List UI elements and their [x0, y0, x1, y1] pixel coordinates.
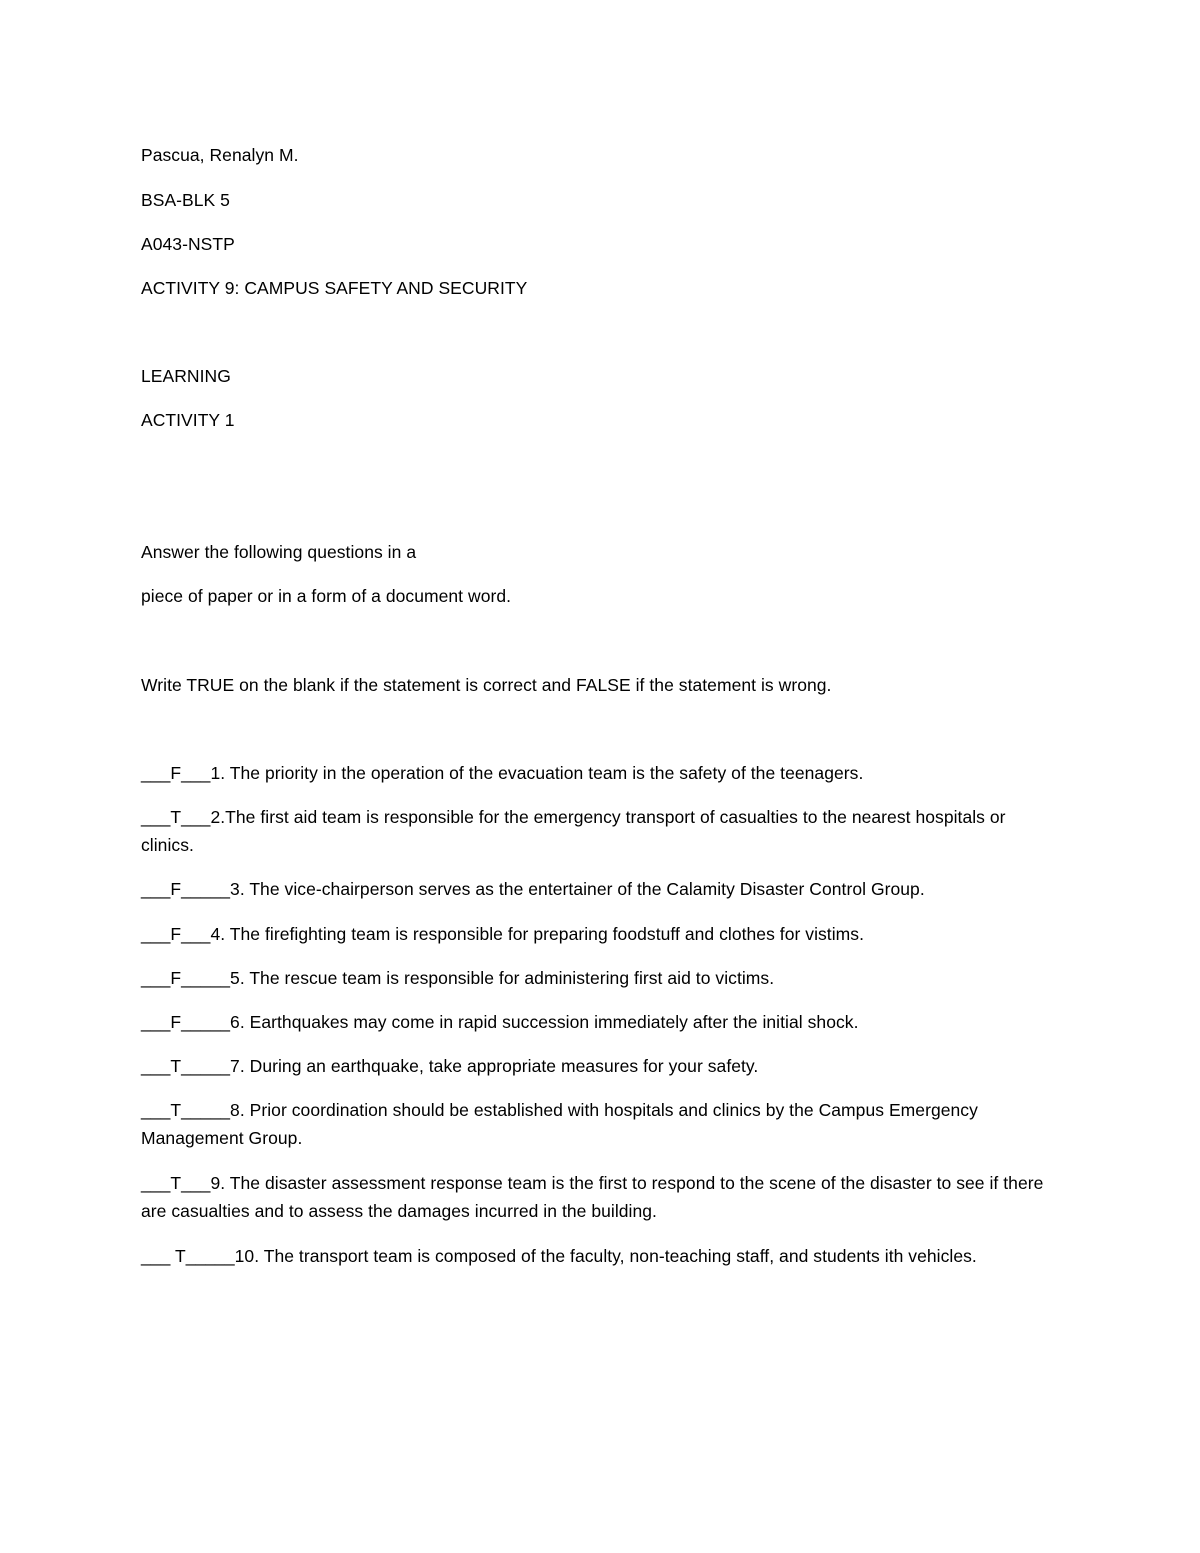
answer-blank-prefix: ___ [141, 968, 171, 988]
instruction-line-2: piece of paper or in a form of a document word. [141, 586, 512, 606]
answer-blank-prefix: ___ [141, 763, 171, 783]
question-item [141, 759, 863, 787]
question-item [141, 875, 925, 903]
question-text: 4. The firefighting team is responsible for preparing foodstuff and clothes for vistims. [210, 924, 864, 944]
answer-blank-prefix: ___ [141, 1056, 171, 1076]
answer-blank-suffix: _____ [181, 968, 231, 988]
answer-value: F [170, 924, 182, 944]
answer-blank-prefix: ___ [141, 1100, 171, 1120]
activity-title: ACTIVITY 9: CAMPUS SAFETY AND SECURITY [141, 278, 528, 298]
course-code: A043-NSTP [141, 234, 235, 254]
question-item [141, 920, 864, 948]
answer-value: T [174, 1246, 186, 1266]
answer-blank-prefix: ___ [141, 807, 171, 827]
answer-value: T [170, 1100, 182, 1120]
answer-blank-prefix: ___ [141, 1173, 171, 1193]
question-text: 7. During an earthquake, take appropriate measures for your safety. [230, 1056, 759, 1076]
subheading-learning: LEARNING [141, 366, 231, 386]
answer-blank-suffix: ___ [181, 924, 211, 944]
question-text: 9. The disaster assessment response team is the first to respond to the scene of the disaster to see if there are casualties and to assess the damages incurred in the building. [141, 1173, 1044, 1221]
answer-blank-prefix: ___ [141, 924, 171, 944]
answer-value: T [170, 807, 182, 827]
answer-blank-suffix: _____ [181, 1012, 231, 1032]
question-text: 8. Prior coordination should be established with hospitals and clinics by the Campus Emergency Management Group. [141, 1100, 978, 1148]
answer-blank-suffix: ___ [181, 807, 211, 827]
question-text: 10. The transport team is composed of the faculty, non-teaching staff, and students ith vehicles. [234, 1246, 977, 1266]
answer-blank-prefix: ___ [141, 1246, 175, 1266]
instruction-line-3: Write TRUE on the blank if the statement is correct and FALSE if the statement is wrong. [141, 675, 832, 695]
question-text: 5. The rescue team is responsible for administering first aid to victims. [230, 968, 775, 988]
answer-blank-suffix: _____ [181, 879, 231, 899]
answer-blank-suffix: _____ [181, 1100, 231, 1120]
answer-blank-prefix: ___ [141, 1012, 171, 1032]
answer-value: F [170, 879, 182, 899]
question-item [141, 1096, 1046, 1152]
answer-value: T [170, 1173, 182, 1193]
answer-blank-prefix: ___ [141, 879, 171, 899]
question-item [141, 1242, 1046, 1270]
answer-value: F [170, 763, 182, 783]
question-item [141, 1052, 758, 1080]
answer-blank-suffix: ___ [181, 1173, 211, 1193]
answer-blank-suffix: _____ [185, 1246, 235, 1266]
question-item [141, 1008, 859, 1036]
question-text: 3. The vice-chairperson serves as the entertainer of the Calamity Disaster Control Group. [230, 879, 925, 899]
answer-value: F [170, 1012, 182, 1032]
question-item [141, 1169, 1046, 1225]
question-item [141, 964, 774, 992]
answer-value: T [170, 1056, 182, 1076]
question-text: 2.The first aid team is responsible for the emergency transport of casualties to the nearest hospitals or clinics. [141, 807, 1006, 855]
student-name: Pascua, Renalyn M. [141, 145, 299, 165]
answer-blank-suffix: _____ [181, 1056, 231, 1076]
subheading-activity: ACTIVITY 1 [141, 410, 235, 430]
answer-value: F [170, 968, 182, 988]
student-section: BSA-BLK 5 [141, 190, 230, 210]
question-text: 1. The priority in the operation of the evacuation team is the safety of the teenagers. [210, 763, 864, 783]
question-item [141, 803, 1046, 859]
instruction-line-1: Answer the following questions in a [141, 542, 417, 562]
question-text: 6. Earthquakes may come in rapid succession immediately after the initial shock. [230, 1012, 859, 1032]
answer-blank-suffix: ___ [181, 763, 211, 783]
